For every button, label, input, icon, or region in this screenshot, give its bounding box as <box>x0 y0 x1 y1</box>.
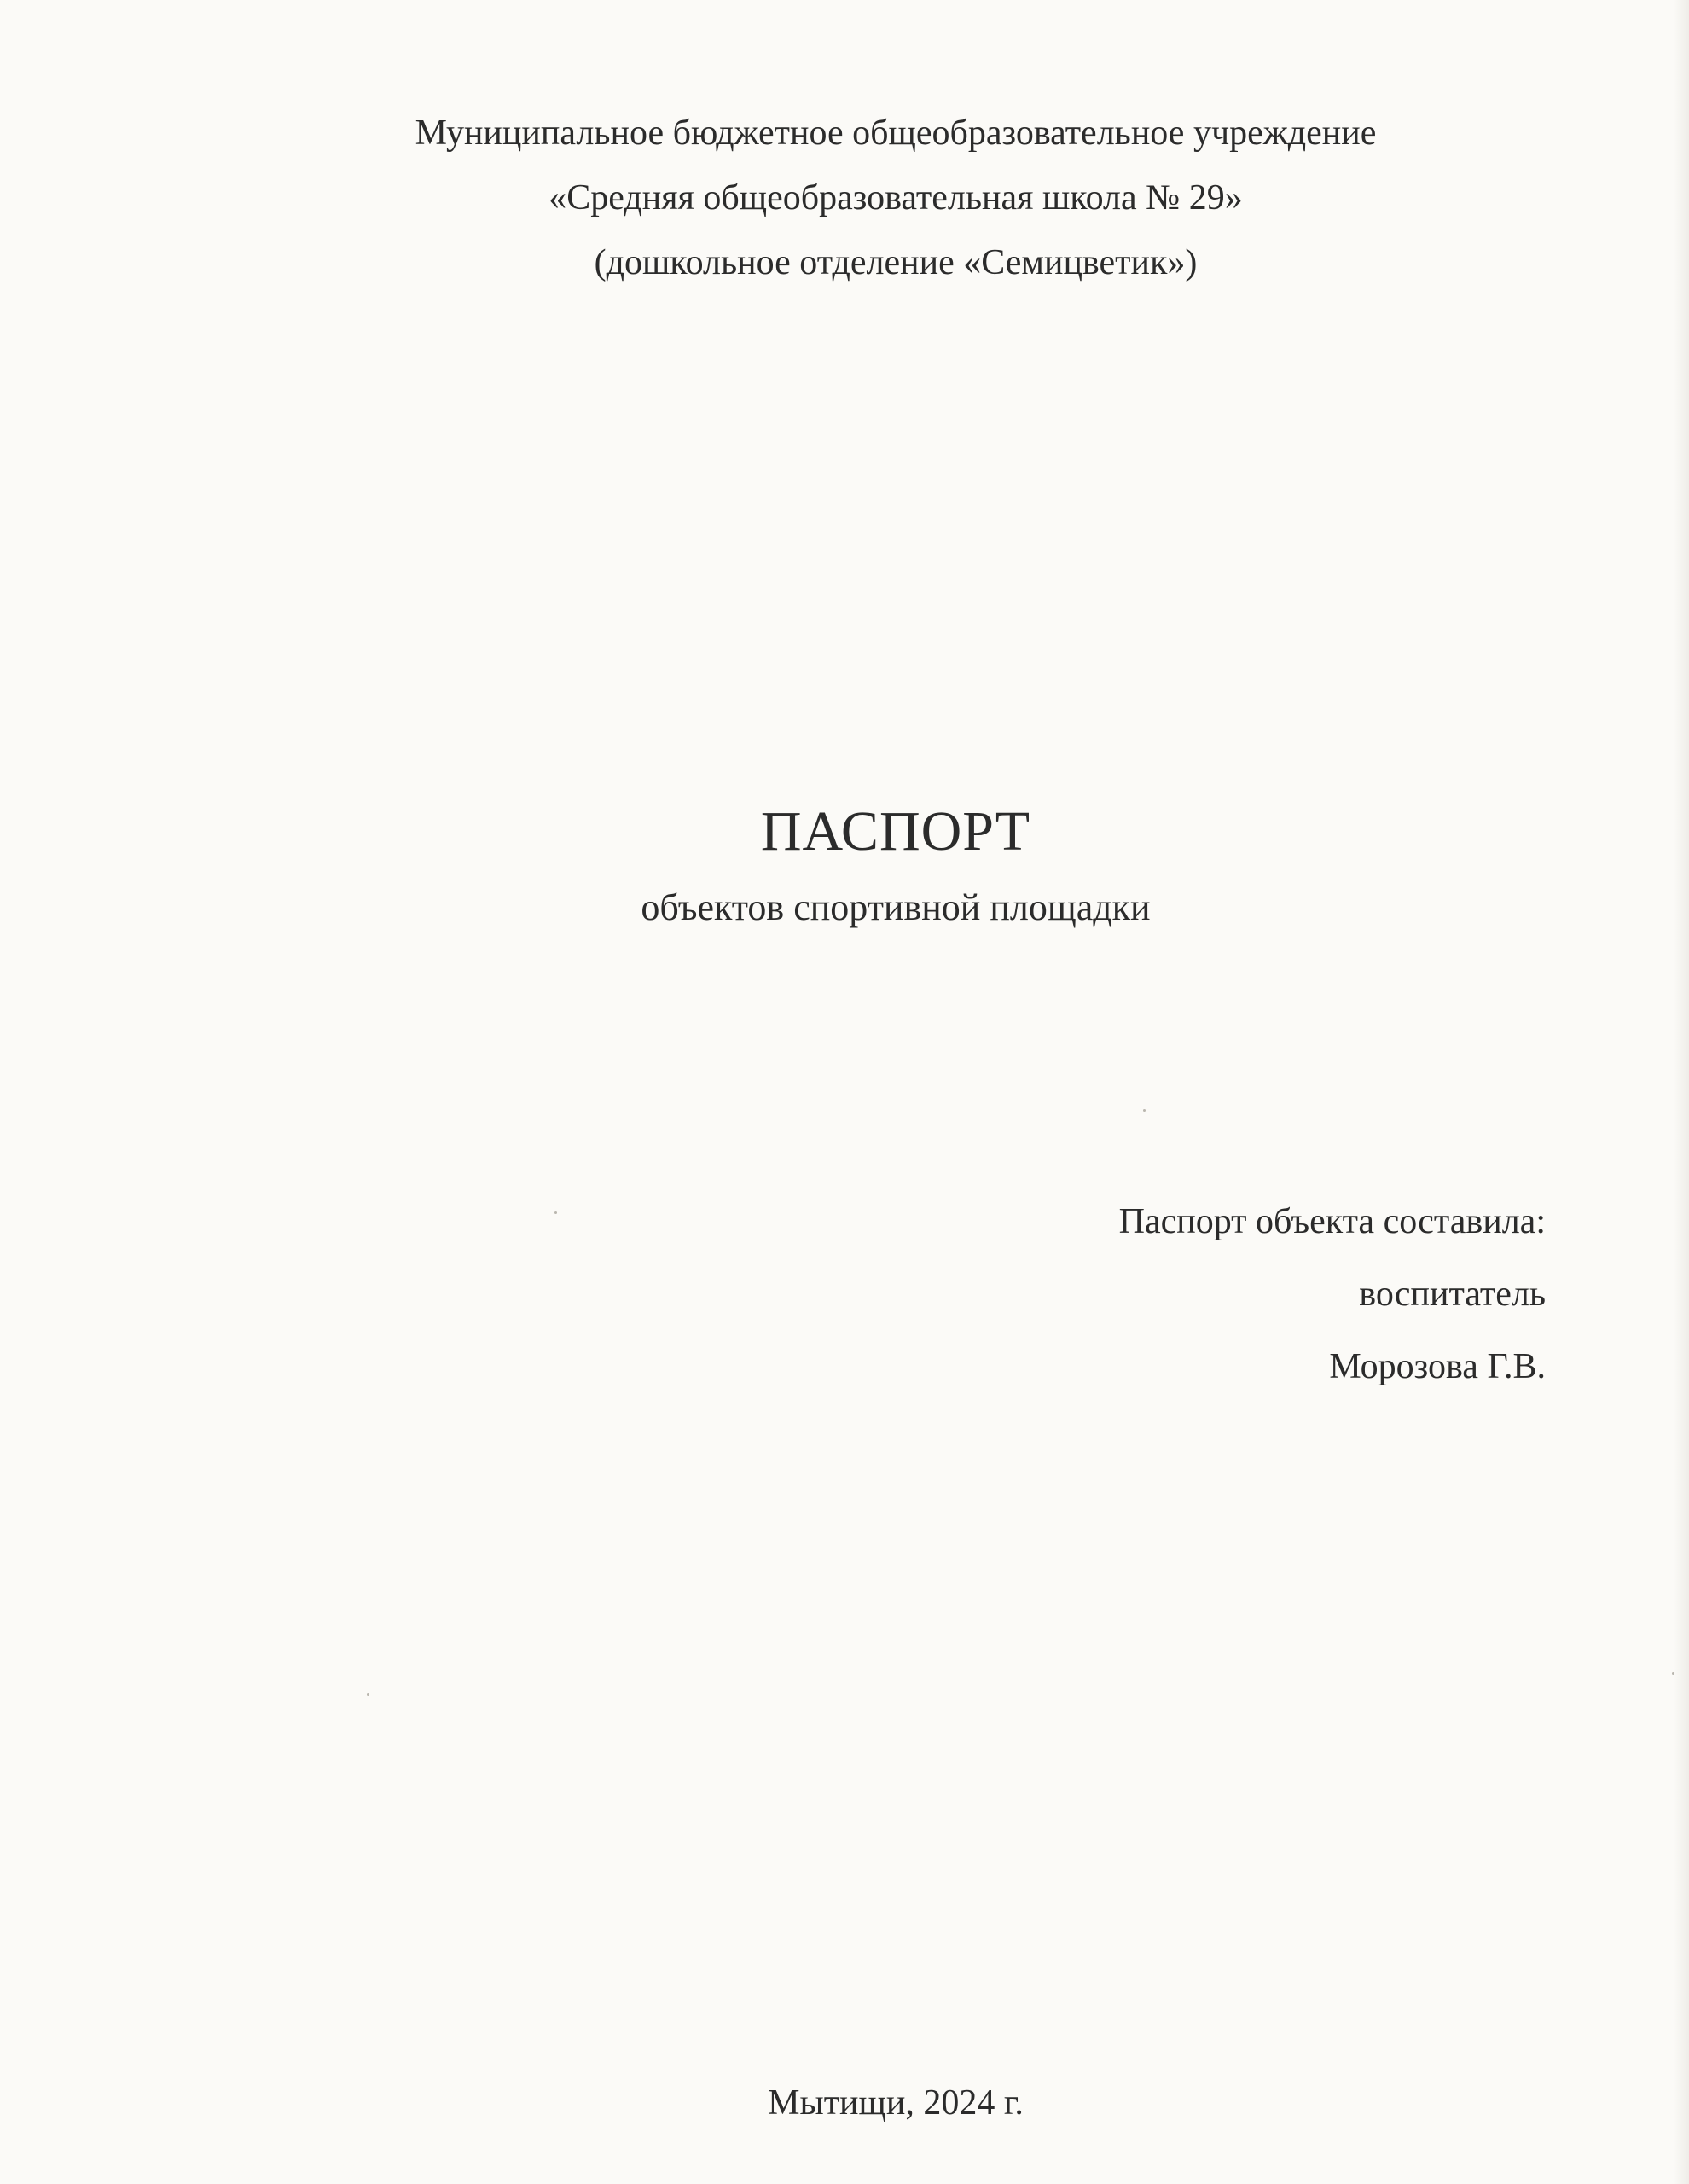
institution-name-line: Муниципальное бюджетное общеобразовательное учреждение <box>415 113 1377 153</box>
paper-speck <box>554 1211 557 1214</box>
author-position: воспитатель <box>1359 1275 1546 1314</box>
document-footer <box>0 2077 1689 2129</box>
page-edge-shadow <box>1674 0 1689 2184</box>
document-subtitle: объектов спортивной площадки <box>641 886 1151 928</box>
author-name: Морозова Г.В. <box>1329 1347 1546 1386</box>
document-title-block <box>0 793 1689 940</box>
document-title: ПАСПОРТ <box>760 800 1031 863</box>
paper-speck <box>367 1693 369 1696</box>
school-name-line: «Средняя общеобразовательная школа № 29» <box>548 178 1243 218</box>
author-label: Паспорт объекта составила: <box>1118 1202 1546 1241</box>
author-block <box>1119 1186 1546 1403</box>
department-name-line: (дошкольное отделение «Семицветик») <box>594 243 1198 282</box>
paper-speck <box>1672 1672 1674 1675</box>
place-and-year: Мытищи, 2024 г. <box>768 2083 1024 2123</box>
paper-speck <box>1143 1109 1146 1112</box>
institution-header <box>0 101 1689 295</box>
